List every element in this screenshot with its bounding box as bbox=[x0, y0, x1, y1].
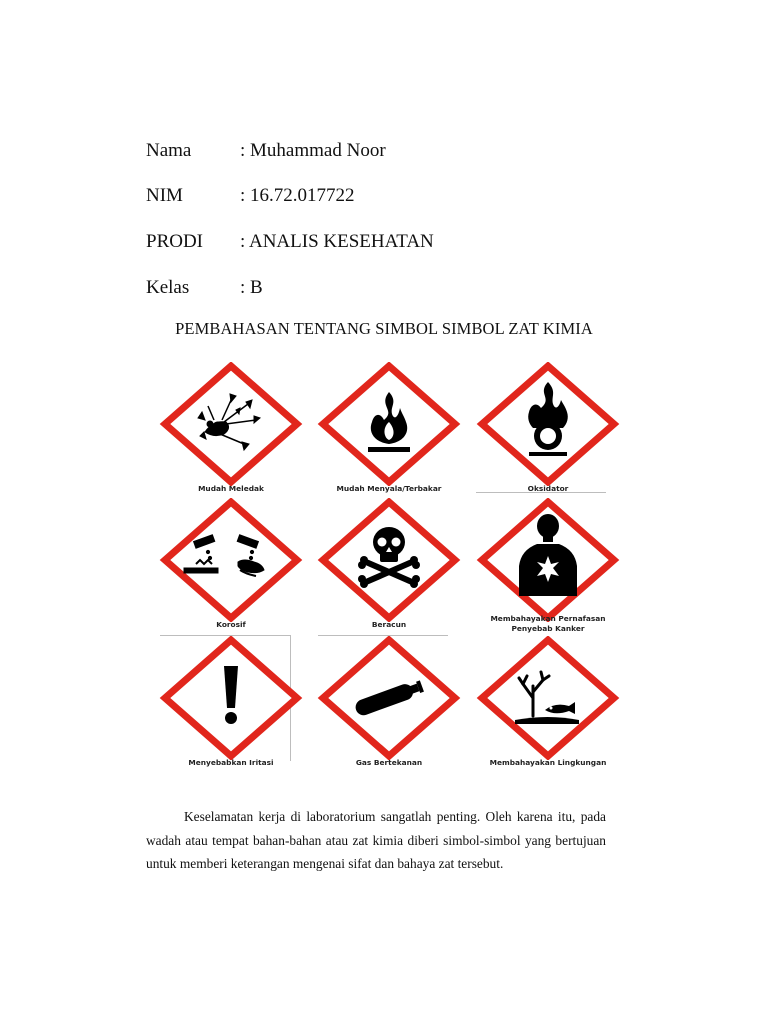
pictogram-caption: Gas Bertekanan bbox=[355, 758, 423, 767]
pictogram-caption: Korosif bbox=[216, 620, 246, 629]
page-title: PEMBAHASAN TENTANG SIMBOL SIMBOL ZAT KIMIA bbox=[175, 319, 593, 338]
identity-row-kelas bbox=[146, 277, 263, 299]
explosive-icon bbox=[158, 362, 304, 486]
pictogram-caption: Menyebabkan Iritasi bbox=[188, 758, 274, 767]
health-hazard-icon bbox=[475, 498, 621, 622]
pictogram-caption: Oksidator bbox=[527, 484, 569, 493]
exclamation-icon bbox=[158, 636, 304, 760]
identity-row-nim bbox=[146, 185, 355, 207]
pictogram-caption: Membahayakan Lingkungan bbox=[489, 758, 607, 767]
field-label: Kelas bbox=[146, 277, 190, 298]
field-value: : Muhammad Noor bbox=[240, 140, 386, 161]
environment-icon bbox=[475, 636, 621, 760]
field-label: NIM bbox=[146, 185, 183, 206]
pictogram-caption: Membahayakan Pernafasan Penyebab Kanker bbox=[490, 614, 606, 633]
field-label: PRODI bbox=[146, 231, 204, 252]
field-value: : B bbox=[240, 277, 263, 298]
pictogram-caption: Mudah Menyala/Terbakar bbox=[336, 484, 442, 493]
pictogram-caption: Beracun bbox=[371, 620, 407, 629]
skull-crossbones-icon bbox=[316, 498, 462, 622]
corrosion-icon bbox=[158, 498, 304, 622]
gas-cylinder-icon bbox=[316, 636, 462, 760]
field-label: Nama bbox=[146, 140, 192, 161]
field-value: : 16.72.017722 bbox=[240, 185, 355, 206]
pictogram-caption: Mudah Meledak bbox=[198, 484, 264, 493]
field-value: : ANALIS KESEHATAN bbox=[240, 231, 434, 252]
flame-over-circle-icon bbox=[475, 362, 621, 486]
flame-icon bbox=[316, 362, 462, 486]
body-paragraph: Keselamatan kerja di laboratorium sangatlah penting. Oleh karena itu, pada wadah atau tempat bahan-bahan atau zat kimia diberi simbol-simbol yang bertujuan untuk memberi keterangan mengenai sifat dan bahaya zat tersebut. bbox=[146, 809, 606, 871]
identity-row-nama bbox=[146, 140, 386, 162]
identity-row-prodi bbox=[146, 231, 434, 253]
